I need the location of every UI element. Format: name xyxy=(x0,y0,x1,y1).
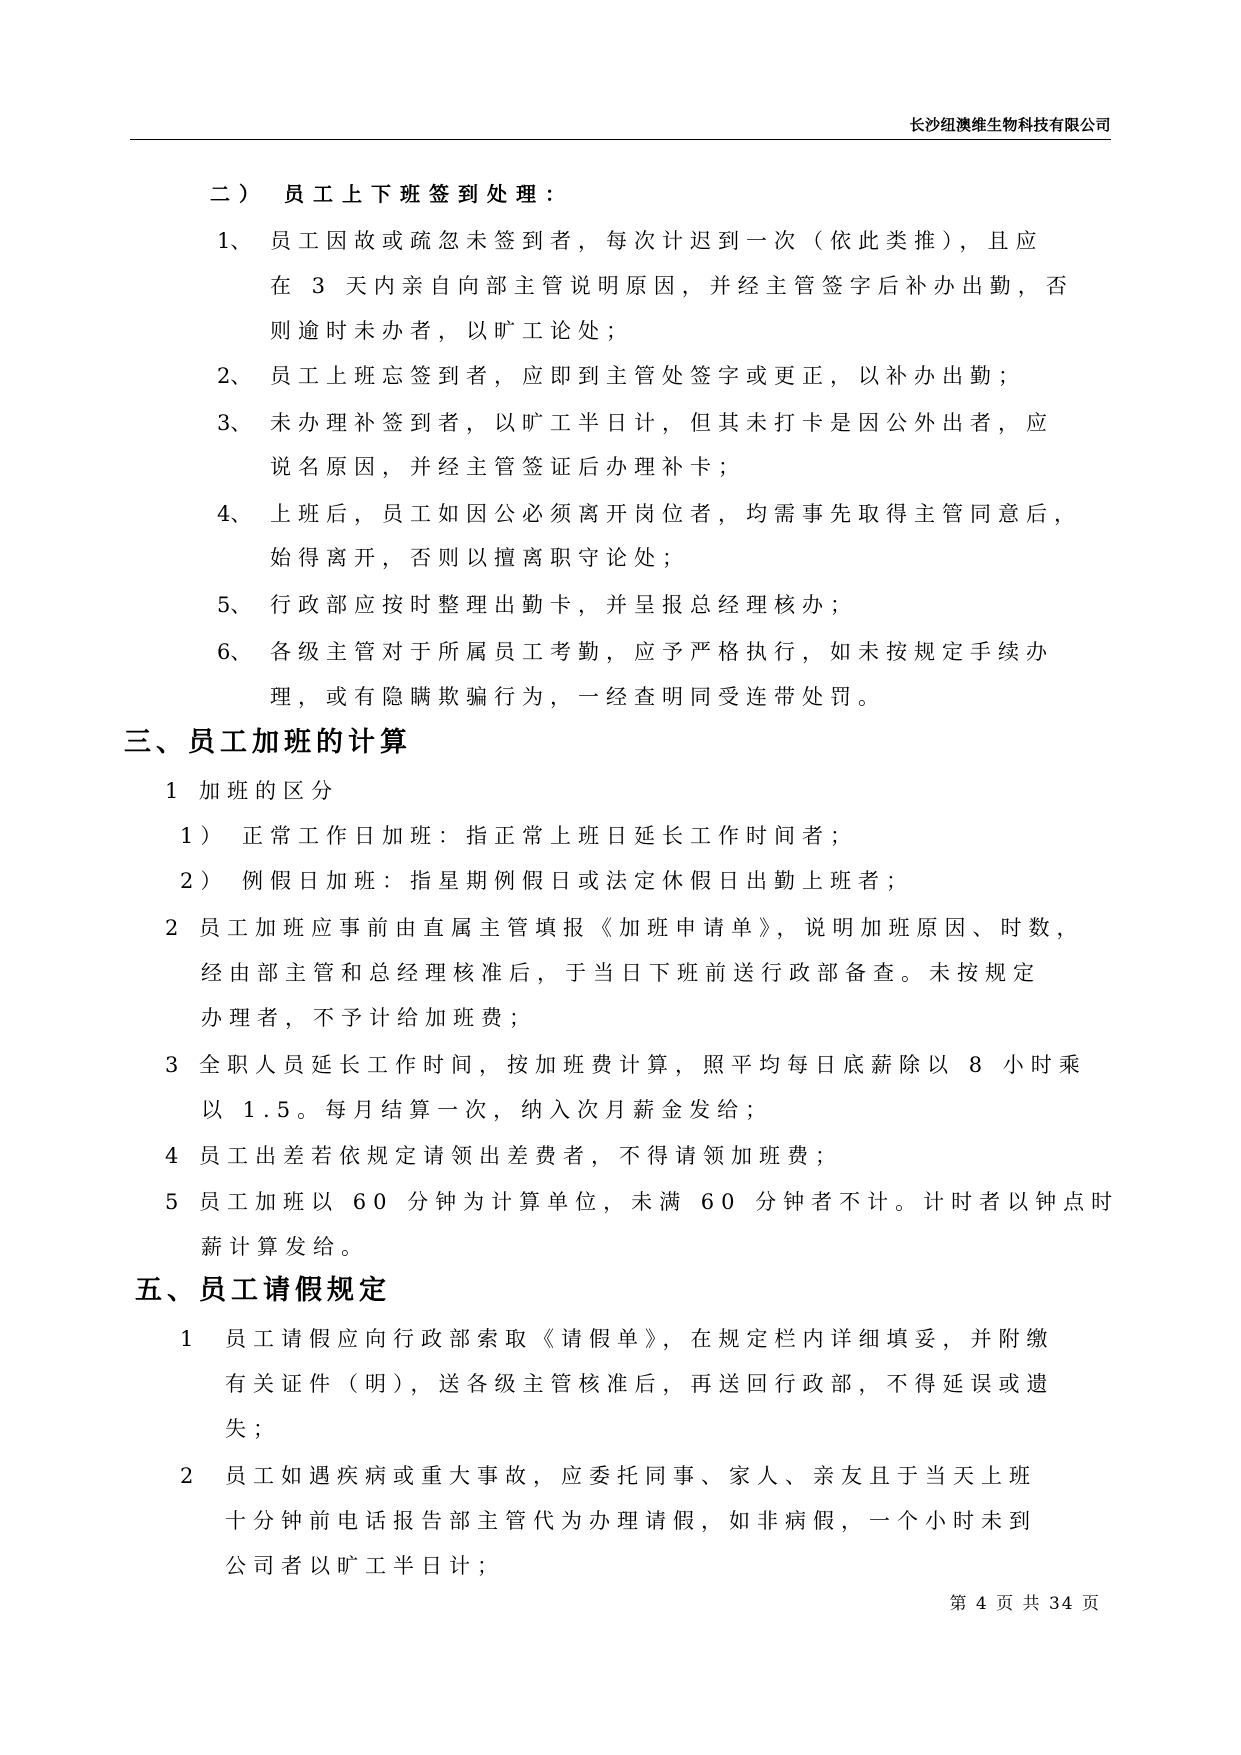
s5-item-1-line-3: 失； xyxy=(225,1417,281,1441)
s3-item-2-line-3: 办理者，不予计给加班费； xyxy=(201,1006,537,1030)
s3-sub-item-1: 1） 正常工作日加班：指正常上班日延长工作时间者； xyxy=(180,824,859,848)
s3-item-2-line-1: 2 员工加班应事前由直属主管填报《加班申请单》，说明加班原因、时数， xyxy=(165,916,1085,940)
s2-item-2-number: 2、 xyxy=(217,364,252,388)
s3-item-1: 1 加班的区分 xyxy=(165,779,340,803)
s2-item-5-line-1: 行政部应按时整理出勤卡，并呈报总经理核办； xyxy=(270,593,858,617)
section-2-heading: 二） 员工上下班签到处理： xyxy=(210,182,574,206)
s2-item-2-line-1: 员工上班忘签到者，应即到主管处签字或更正，以补办出勤； xyxy=(270,364,1026,388)
s5-item-2-line-3: 公司者以旷工半日计； xyxy=(225,1554,505,1578)
s2-item-6-line-1: 各级主管对于所属员工考勤，应予严格执行，如未按规定手续办 xyxy=(270,640,1054,664)
s3-item-5-line-1: 5 员工加班以 60 分钟为计算单位，未满 60 分钟者不计。计时者以钟点时 xyxy=(165,1190,1120,1214)
s2-item-3-line-2: 说名原因，并经主管签证后办理补卡； xyxy=(270,455,746,479)
s2-item-3-number: 3、 xyxy=(217,411,252,435)
s5-item-1-number: 1 xyxy=(180,1327,194,1351)
s5-item-2-line-1: 员工如遇疾病或重大事故，应委托同事、家人、亲友且于当天上班 xyxy=(225,1464,1037,1488)
s2-item-1-number: 1、 xyxy=(217,229,252,253)
s3-item-5-line-2: 薪计算发给。 xyxy=(201,1235,369,1259)
s2-item-6-line-2: 理，或有隐瞒欺骗行为，一经查明同受连带处罚。 xyxy=(270,685,886,709)
s2-item-4-line-1: 上班后，员工如因公必须离开岗位者，均需事先取得主管同意后， xyxy=(270,502,1082,526)
header-company-name: 长沙纽澳维生物科技有限公司 xyxy=(909,116,1111,134)
s2-item-4-number: 4、 xyxy=(217,502,252,526)
s3-item-3-line-2: 以 1.5。每月结算一次，纳入次月薪金发给； xyxy=(201,1098,774,1122)
s3-sub-item-2: 2） 例假日加班：指星期例假日或法定休假日出勤上班者； xyxy=(180,869,915,893)
s2-item-1-line-1: 员工因故或疏忽未签到者，每次计迟到一次（依此类推），且应 xyxy=(270,229,1044,253)
s3-item-3-line-1: 3 全职人员延长工作时间，按加班费计算，照平均每日底薪除以 8 小时乘 xyxy=(165,1053,1087,1077)
header-divider xyxy=(130,139,1111,140)
s2-item-5-number: 5、 xyxy=(217,593,252,617)
s5-item-1-line-2: 有关证件（明），送各级主管核准后，再送回行政部，不得延误或遗 xyxy=(225,1372,1055,1396)
s2-item-1-line-3: 则逾时未办者，以旷工论处； xyxy=(270,319,634,343)
s3-item-2-line-2: 经由部主管和总经理核准后，于当日下班前送行政部备查。未按规定 xyxy=(201,961,1041,985)
s2-item-3-line-1: 未办理补签到者，以旷工半日计，但其未打卡是因公外出者，应 xyxy=(270,411,1054,435)
s5-item-2-number: 2 xyxy=(180,1464,194,1488)
s3-item-4: 4 员工出差若依规定请领出差费者，不得请领加班费； xyxy=(165,1144,844,1168)
s5-item-2-line-2: 十分钟前电话报告部主管代为办理请假，如非病假，一个小时未到 xyxy=(225,1509,1037,1533)
s2-item-1-line-2: 在 3 天内亲自向部主管说明原因，并经主管签字后补办出勤，否 xyxy=(270,274,1074,298)
page-number-footer: 第 4 页 共 34 页 xyxy=(949,1594,1101,1614)
section-5-heading: 五、员工请假规定 xyxy=(135,1275,391,1306)
section-3-heading: 三、员工加班的计算 xyxy=(124,727,412,758)
s2-item-6-number: 6、 xyxy=(217,640,252,664)
s5-item-1-line-1: 员工请假应向行政部索取《请假单》，在规定栏内详细填妥，并附缴 xyxy=(225,1327,1055,1351)
s2-item-4-line-2: 始得离开，否则以擅离职守论处； xyxy=(270,546,690,570)
